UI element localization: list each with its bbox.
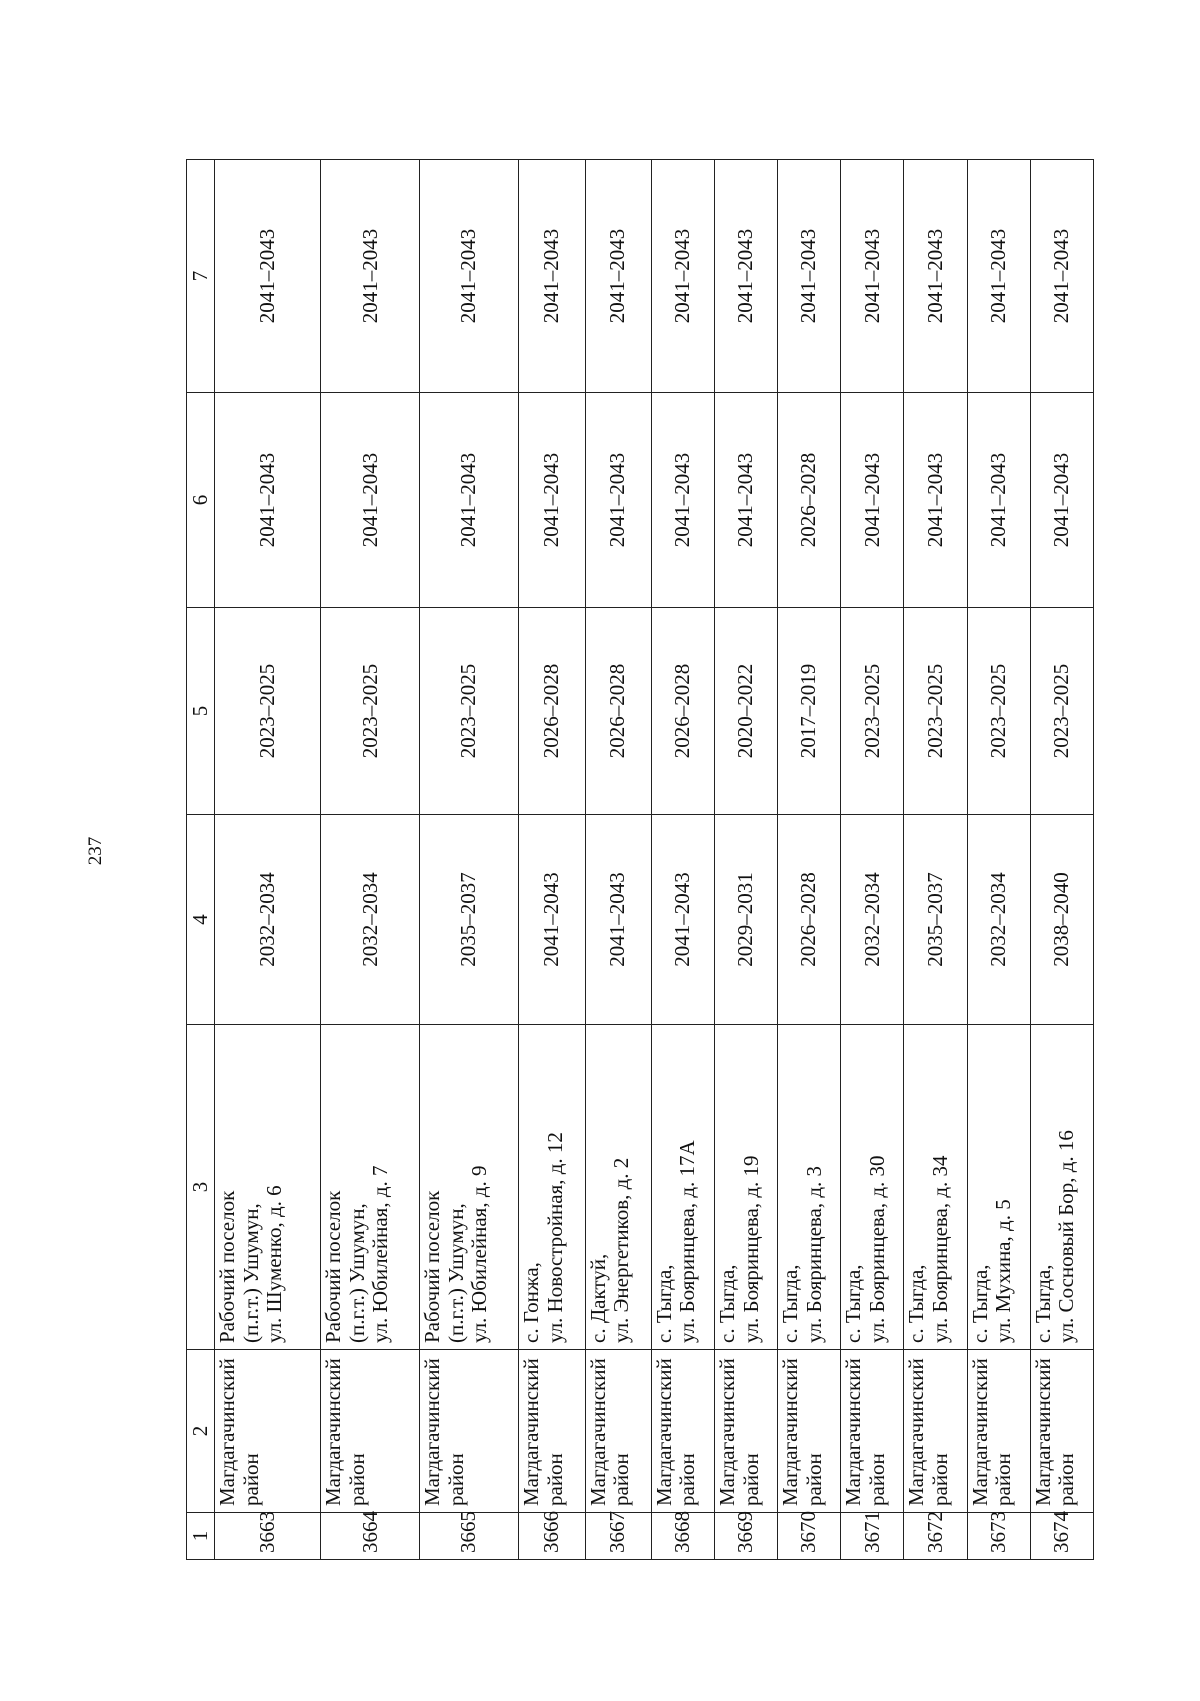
cell-period-c4: 2032–2034 xyxy=(841,815,904,1025)
cell-period-c4: 2035–2037 xyxy=(420,815,519,1025)
district-line: район xyxy=(864,1453,889,1506)
cell-period-c7: 2041–2043 xyxy=(1030,160,1093,393)
table-row xyxy=(215,160,321,1560)
cell-district xyxy=(1030,1350,1093,1513)
cell-address xyxy=(841,1025,904,1350)
cell-period-c7: 2041–2043 xyxy=(519,160,585,393)
cell-address xyxy=(904,1025,967,1350)
table-container xyxy=(186,160,1094,1560)
cell-period-c4: 2029–2031 xyxy=(715,815,778,1025)
cell-number: 3668 xyxy=(651,1513,714,1560)
cell-period-c7: 2041–2043 xyxy=(321,160,420,393)
table-row xyxy=(841,160,904,1560)
cell-period-c6: 2041–2043 xyxy=(215,393,321,608)
cell-number: 3669 xyxy=(715,1513,778,1560)
address-line: ул. Бояринцева, д. 17А xyxy=(675,1140,700,1343)
cell-district xyxy=(321,1350,420,1513)
cell-period-c7: 2041–2043 xyxy=(715,160,778,393)
cell-period-c5: 2026–2028 xyxy=(651,608,714,815)
cell-period-c7: 2041–2043 xyxy=(420,160,519,393)
cell-period-c4: 2041–2043 xyxy=(651,815,714,1025)
table-row xyxy=(651,160,714,1560)
cell-address xyxy=(585,1025,651,1350)
table-row xyxy=(967,160,1030,1560)
district-line: Магдагачинский xyxy=(967,1358,992,1506)
address-line: (п.г.т.) Ушумун, xyxy=(344,1203,369,1343)
table-body xyxy=(215,160,1094,1560)
cell-period-c6: 2041–2043 xyxy=(967,393,1030,608)
address-line: ул. Юбилейная, д. 9 xyxy=(467,1165,492,1343)
cell-period-c5: 2023–2025 xyxy=(1030,608,1093,815)
address-line: с. Тыгда, xyxy=(651,1264,676,1343)
table-row xyxy=(585,160,651,1560)
schedule-table xyxy=(186,159,1094,1560)
cell-period-c5: 2026–2028 xyxy=(585,608,651,815)
cell-address xyxy=(420,1025,519,1350)
cell-district xyxy=(778,1350,841,1513)
address-line: ул. Новостройная, д. 12 xyxy=(542,1132,567,1343)
district-line: район xyxy=(675,1453,700,1506)
district-line: район xyxy=(927,1453,952,1506)
district-line: Магдагачинский xyxy=(420,1358,445,1506)
header-col-3: 3 xyxy=(187,1025,215,1350)
table-row xyxy=(715,160,778,1560)
table-row xyxy=(321,160,420,1560)
cell-period-c7: 2041–2043 xyxy=(967,160,1030,393)
address-line: ул. Бояринцева, д. 3 xyxy=(801,1165,826,1343)
district-line: Магдагачинский xyxy=(715,1358,739,1506)
address-line: ул. Мухина, д. 5 xyxy=(991,1199,1016,1343)
header-row xyxy=(187,160,215,1560)
cell-address xyxy=(215,1025,321,1350)
cell-period-c5: 2023–2025 xyxy=(841,608,904,815)
cell-address xyxy=(715,1025,778,1350)
cell-period-c4: 2032–2034 xyxy=(215,815,321,1025)
cell-period-c5: 2020–2022 xyxy=(715,608,778,815)
cell-number: 3664 xyxy=(321,1513,420,1560)
header-col-1: 1 xyxy=(187,1513,215,1560)
address-line: с. Тыгда, xyxy=(967,1264,992,1343)
cell-period-c6: 2041–2043 xyxy=(1030,393,1093,608)
cell-period-c7: 2041–2043 xyxy=(215,160,321,393)
address-line: с. Тыгда, xyxy=(778,1264,803,1343)
address-line: с. Тыгда, xyxy=(715,1264,739,1343)
address-line: ул. Бояринцева, д. 19 xyxy=(738,1155,763,1343)
cell-period-c6: 2041–2043 xyxy=(715,393,778,608)
district-line: Магдагачинский xyxy=(519,1358,544,1506)
address-line: ул. Сосновый Бор, д. 16 xyxy=(1054,1130,1079,1343)
cell-district xyxy=(715,1350,778,1513)
cell-number: 3670 xyxy=(778,1513,841,1560)
cell-period-c5: 2023–2025 xyxy=(904,608,967,815)
cell-district xyxy=(841,1350,904,1513)
district-line: Магдагачинский xyxy=(841,1358,866,1506)
district-line: Магдагачинский xyxy=(651,1358,676,1506)
address-line: ул. Бояринцева, д. 34 xyxy=(927,1155,952,1343)
page-number: 237 xyxy=(85,836,106,866)
address-line: ул. Энергетиков, д. 2 xyxy=(609,1157,634,1343)
address-line: с. Дактуй, xyxy=(585,1253,610,1343)
cell-period-c5: 2023–2025 xyxy=(215,608,321,815)
cell-district xyxy=(585,1350,651,1513)
cell-address xyxy=(967,1025,1030,1350)
cell-period-c7: 2041–2043 xyxy=(841,160,904,393)
cell-period-c6: 2041–2043 xyxy=(904,393,967,608)
cell-period-c5: 2026–2028 xyxy=(519,608,585,815)
cell-district xyxy=(967,1350,1030,1513)
table-row xyxy=(519,160,585,1560)
cell-period-c6: 2041–2043 xyxy=(519,393,585,608)
cell-period-c4: 2026–2028 xyxy=(778,815,841,1025)
address-line: (п.г.т.) Ушумун, xyxy=(443,1203,468,1343)
address-line: (п.г.т.) Ушумун, xyxy=(238,1203,263,1343)
table-row xyxy=(420,160,519,1560)
address-line: ул. Юбилейная, д. 7 xyxy=(368,1165,393,1343)
district-line: Магдагачинский xyxy=(321,1358,346,1506)
cell-period-c4: 2035–2037 xyxy=(904,815,967,1025)
cell-number: 3671 xyxy=(841,1513,904,1560)
cell-number: 3667 xyxy=(585,1513,651,1560)
district-line: район xyxy=(801,1453,826,1506)
header-col-5: 5 xyxy=(187,608,215,815)
address-line: Рабочий поселок xyxy=(215,1190,239,1343)
address-line: с. Тыгда, xyxy=(841,1264,866,1343)
cell-period-c6: 2041–2043 xyxy=(841,393,904,608)
cell-number: 3673 xyxy=(967,1513,1030,1560)
cell-period-c7: 2041–2043 xyxy=(904,160,967,393)
header-col-7: 7 xyxy=(187,160,215,393)
cell-period-c4: 2032–2034 xyxy=(967,815,1030,1025)
district-line: район xyxy=(542,1453,567,1506)
district-line: Магдагачинский xyxy=(1030,1358,1055,1506)
cell-period-c4: 2032–2034 xyxy=(321,815,420,1025)
address-line: с. Тыгда, xyxy=(1030,1264,1055,1343)
district-line: район xyxy=(443,1453,468,1506)
district-line: Магдагачинский xyxy=(904,1358,929,1506)
district-line: район xyxy=(609,1453,634,1506)
address-line: ул. Бояринцева, д. 30 xyxy=(864,1155,889,1343)
cell-number: 3665 xyxy=(420,1513,519,1560)
cell-period-c6: 2041–2043 xyxy=(420,393,519,608)
cell-address xyxy=(519,1025,585,1350)
cell-district xyxy=(420,1350,519,1513)
cell-number: 3674 xyxy=(1030,1513,1093,1560)
cell-period-c4: 2041–2043 xyxy=(519,815,585,1025)
cell-period-c6: 2041–2043 xyxy=(651,393,714,608)
cell-period-c4: 2038–2040 xyxy=(1030,815,1093,1025)
table-row xyxy=(904,160,967,1560)
cell-period-c7: 2041–2043 xyxy=(585,160,651,393)
address-line: Рабочий поселок xyxy=(321,1190,346,1343)
district-line: Магдагачинский xyxy=(215,1358,239,1506)
header-col-2: 2 xyxy=(187,1350,215,1513)
cell-period-c5: 2023–2025 xyxy=(321,608,420,815)
cell-address xyxy=(651,1025,714,1350)
district-line: Магдагачинский xyxy=(778,1358,803,1506)
cell-address xyxy=(321,1025,420,1350)
cell-district xyxy=(904,1350,967,1513)
table-row xyxy=(1030,160,1093,1560)
cell-number: 3672 xyxy=(904,1513,967,1560)
cell-number: 3666 xyxy=(519,1513,585,1560)
cell-period-c5: 2017–2019 xyxy=(778,608,841,815)
cell-district xyxy=(215,1350,321,1513)
cell-address xyxy=(1030,1025,1093,1350)
cell-address xyxy=(778,1025,841,1350)
table-row xyxy=(778,160,841,1560)
cell-district xyxy=(651,1350,714,1513)
district-line: район xyxy=(1054,1453,1079,1506)
district-line: Магдагачинский xyxy=(585,1358,610,1506)
cell-period-c4: 2041–2043 xyxy=(585,815,651,1025)
district-line: район xyxy=(991,1453,1016,1506)
cell-period-c7: 2041–2043 xyxy=(778,160,841,393)
address-line: ул. Шуменко, д. 6 xyxy=(262,1185,287,1343)
cell-period-c7: 2041–2043 xyxy=(651,160,714,393)
cell-period-c5: 2023–2025 xyxy=(967,608,1030,815)
header-col-4: 4 xyxy=(187,815,215,1025)
cell-period-c5: 2023–2025 xyxy=(420,608,519,815)
address-line: Рабочий поселок xyxy=(420,1190,445,1343)
district-line: район xyxy=(238,1453,263,1506)
address-line: с. Тыгда, xyxy=(904,1264,929,1343)
cell-period-c6: 2026–2028 xyxy=(778,393,841,608)
district-line: район xyxy=(738,1453,763,1506)
address-line: с. Гонжа, xyxy=(519,1262,544,1343)
district-line: район xyxy=(344,1453,369,1506)
header-col-6: 6 xyxy=(187,393,215,608)
cell-period-c6: 2041–2043 xyxy=(321,393,420,608)
rotated-table-frame xyxy=(186,160,1094,1560)
cell-period-c6: 2041–2043 xyxy=(585,393,651,608)
cell-number: 3663 xyxy=(215,1513,321,1560)
cell-district xyxy=(519,1350,585,1513)
